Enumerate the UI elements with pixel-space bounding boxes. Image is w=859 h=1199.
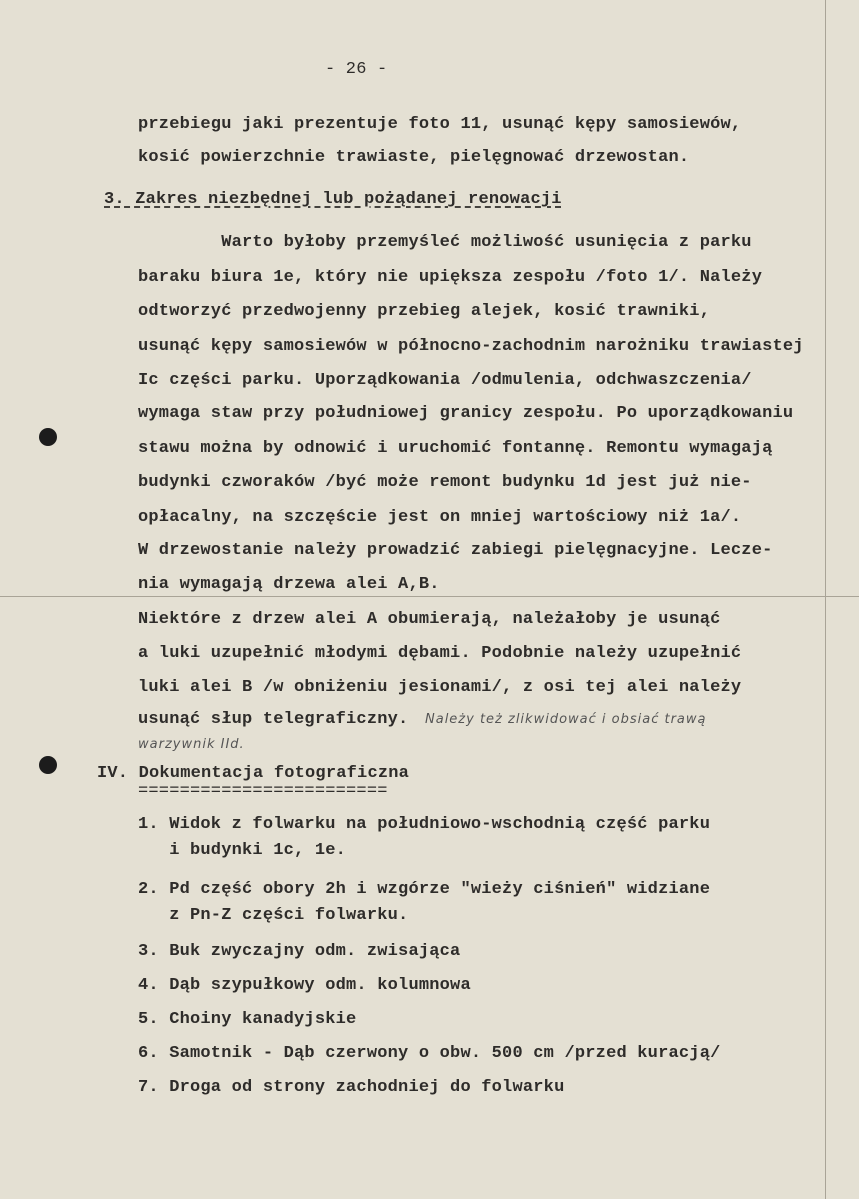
text-line: luki alei B /w obniżeniu jesionami/, z osi tej alei należy [138,678,742,697]
text-line: W drzewostanie należy prowadzić zabiegi pielęgnacyjne. Lecze- [138,541,773,560]
list-item: 1. Widok z folwarku na południowo-wschodnią część parku [138,815,711,834]
list-item: z Pn-Z części folwarku. [138,906,409,925]
text-line: wymaga staw przy południowej granicy zespołu. Po uporządkowaniu [138,404,794,423]
paper-edge-line [825,0,826,1199]
text-line: odtworzyć przedwojenny przebieg alejek, kosić trawniki, [138,302,711,321]
handwritten-note: Należy też zlikwidować i obsiać trawą [425,712,707,727]
list-item: i budynki 1c, 1e. [138,841,347,860]
text-line: przebiegu jaki prezentuje foto 11, usunąć kępy samosiewów, [138,115,742,134]
page-number: - 26 - [325,60,388,79]
punch-hole [39,756,57,774]
punch-hole [39,428,57,446]
text-line: usunąć kępy samosiewów w północno-zachodnim narożniku trawiastej [138,337,804,356]
text-line: Ic części parku. Uporządkowania /odmulenia, odchwaszczenia/ [138,371,752,390]
text-line: Warto byłoby przemyśleć możliwość usunięcia z parku [138,233,752,252]
paper-fold-line [0,596,859,597]
list-item: 5. Choiny kanadyjskie [138,1010,357,1029]
list-item: 7. Droga od strony zachodniej do folwarku [138,1078,565,1097]
handwritten-note: warzywnik IId. [138,737,245,752]
heading-underline: ======================== [138,782,388,801]
list-item: 2. Pd część obory 2h i wzgórze "wieży ciśnień" widziane [138,880,711,899]
section-heading: 3. Zakres niezbędnej lub pożądanej renowacji [104,190,562,209]
list-item: 3. Buk zwyczajny odm. zwisająca [138,942,461,961]
text-line: Niektóre z drzew alei A obumierają, należałoby je usunąć [138,610,721,629]
text-line: kosić powierzchnie trawiaste, pielęgnować drzewostan. [138,148,690,167]
list-item: 6. Samotnik - Dąb czerwony o obw. 500 cm /przed kuracją/ [138,1044,721,1063]
list-item: 4. Dąb szypułkowy odm. kolumnowa [138,976,471,995]
text-line: usunąć słup telegraficzny. [138,710,409,729]
text-line: a luki uzupełnić młodymi dębami. Podobnie należy uzupełnić [138,644,742,663]
text-line: opłacalny, na szczęście jest on mniej wartościowy niż 1a/. [138,508,742,527]
text-line: stawu można by odnowić i uruchomić fontannę. Remontu wymagają [138,439,773,458]
text-line: nia wymagają drzewa alei A,B. [138,575,440,594]
section-heading: IV. Dokumentacja fotograficzna [97,764,410,783]
text-line: baraku biura 1e, który nie upiększa zespołu /foto 1/. Należy [138,268,763,287]
text-line: budynki czworaków /być może remont budynku 1d jest już nie- [138,473,752,492]
